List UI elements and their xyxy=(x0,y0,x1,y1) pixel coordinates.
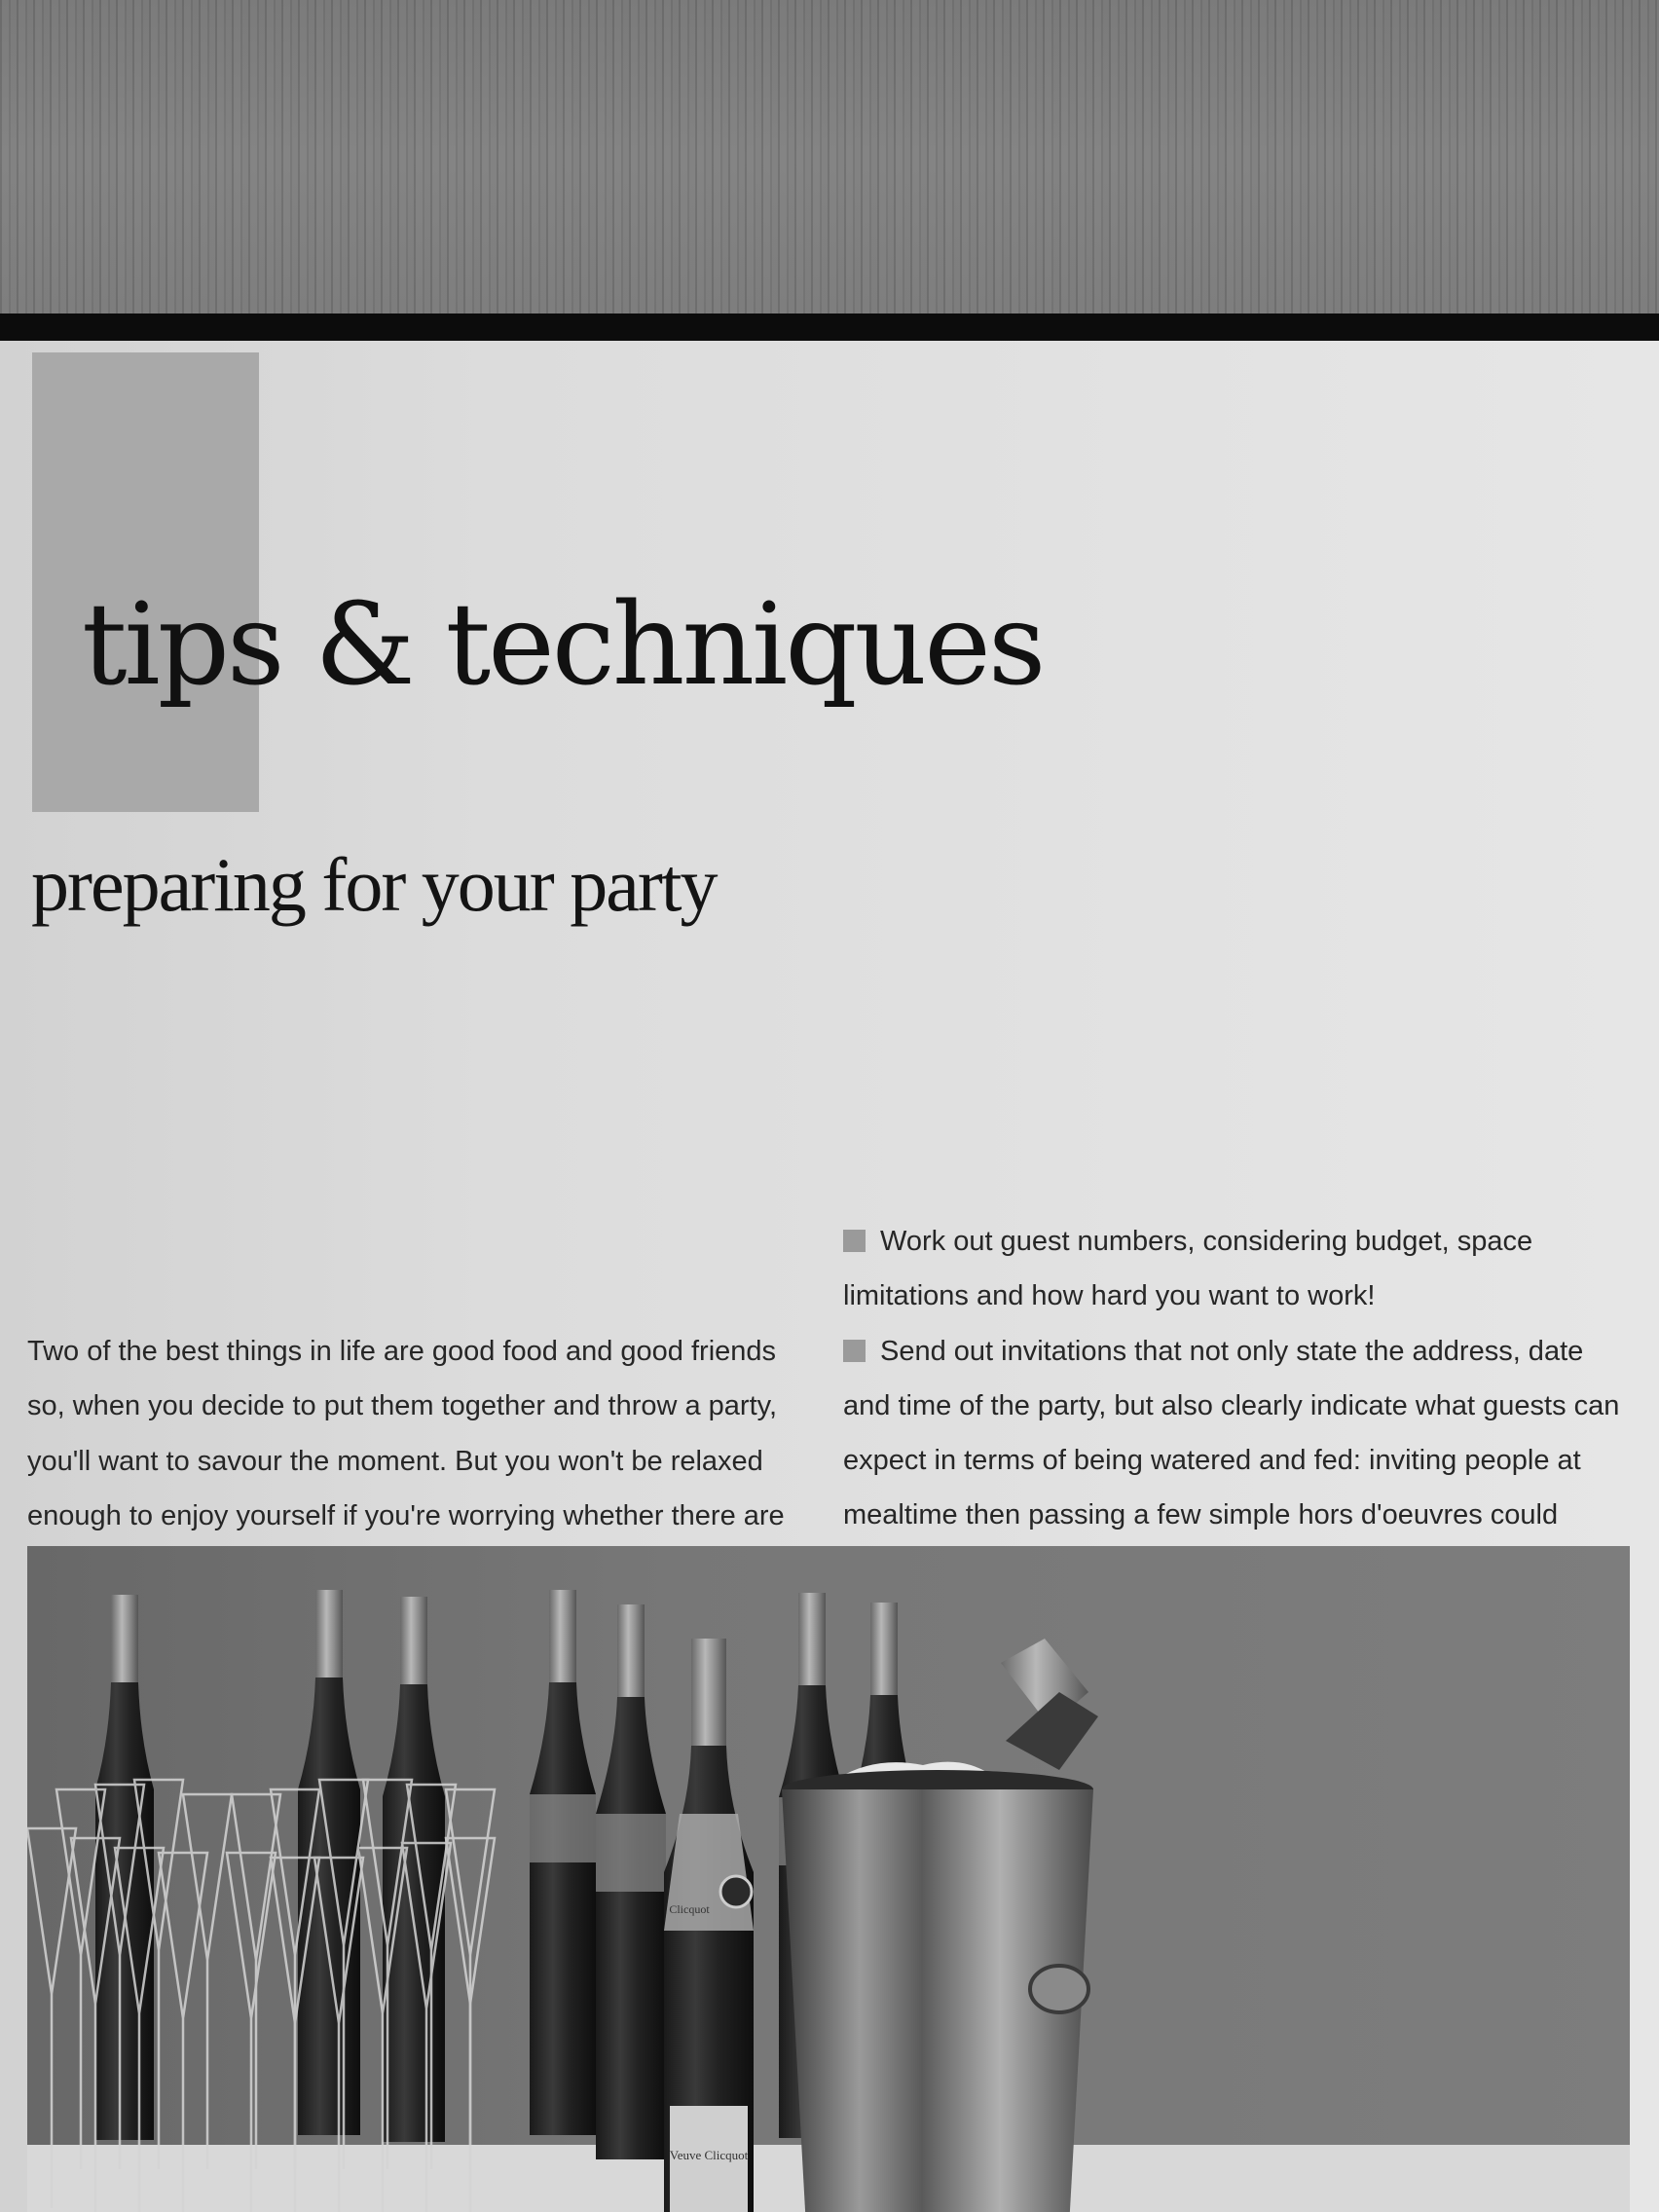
book-page xyxy=(0,341,1659,2212)
section-heading: preparing for your party xyxy=(31,842,717,927)
book-page-edge xyxy=(0,313,1659,341)
bottle-collar-text: Clicquot xyxy=(669,1902,710,1916)
tip-text: Work out guest numbers, considering budget, space limitations and how hard you want to work! xyxy=(843,1226,1533,1312)
tip-text: Send out invitations that not only state the address, date and time of the party, but also clearly indicate what guests can expect in terms of being watered and fed: inviting people at mealtime then passing a few simple hors d'oeuvres could xyxy=(843,1335,1620,1531)
tip-item xyxy=(843,1214,1632,1324)
square-bullet-icon xyxy=(843,1340,866,1362)
square-bullet-icon xyxy=(843,1230,866,1252)
bottle-label-text: Veuve Clicquot xyxy=(669,2148,749,2162)
champagne-illustration xyxy=(27,1546,1630,2212)
intro-paragraph: Two of the best things in life are good food and good friends so, when you decide to put them together and throw a party, you'll want to savour the moment. But you won't be relaxed enough to enjoy yourself if you're worrying whether there are xyxy=(27,1336,785,1531)
ice-bucket xyxy=(782,1639,1098,2212)
wooden-table-background xyxy=(0,0,1659,313)
champagne-photo xyxy=(27,1546,1630,2212)
page-title: tips & techniques xyxy=(82,579,1044,711)
front-bottle xyxy=(664,1639,754,2212)
